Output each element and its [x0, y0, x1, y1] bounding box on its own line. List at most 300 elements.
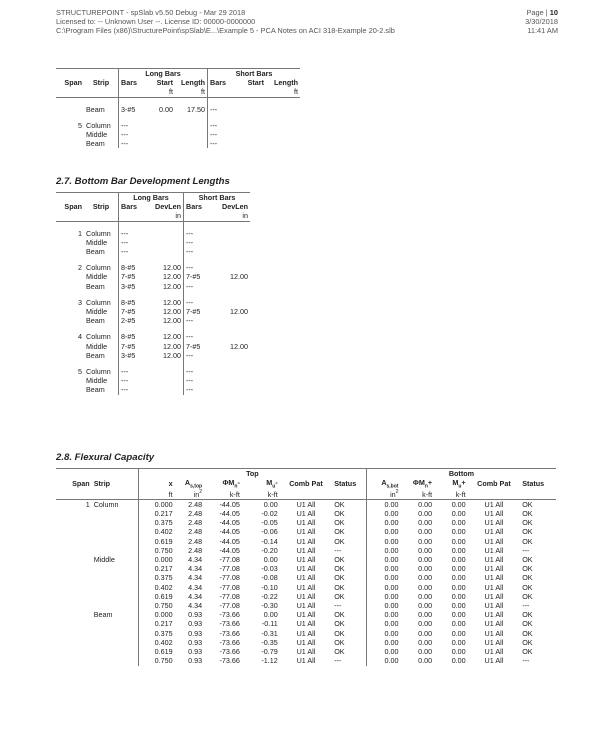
- table-cell: 12.00: [163, 350, 181, 360]
- table-cell: [56, 509, 92, 518]
- table-cell: ---: [208, 139, 237, 148]
- table-cell: -77.08: [219, 582, 240, 592]
- table-cell: U1 All: [484, 656, 504, 666]
- table-cell: 8-#5: [119, 298, 148, 307]
- table-cell: [56, 647, 92, 656]
- table-cell: [266, 121, 300, 130]
- table-cell: [212, 367, 250, 376]
- table-cell: [212, 351, 250, 360]
- table-cell: [147, 385, 184, 394]
- col-status-top: Status: [334, 479, 357, 489]
- table-cell: 0.00: [451, 527, 466, 537]
- table-cell: ---: [184, 385, 213, 394]
- table-cell: U1 All: [484, 619, 504, 629]
- table-cell: OK: [334, 509, 345, 519]
- table-row: [56, 573, 556, 582]
- table-cell: -73.66: [219, 610, 240, 620]
- table-cell: 0.00: [418, 499, 433, 509]
- table-cell: U1 All: [484, 564, 504, 574]
- table-row: [56, 592, 556, 601]
- table-cell: 0.375: [138, 629, 174, 638]
- table-cell: -1.12: [261, 656, 278, 666]
- table-cell: Beam: [93, 610, 113, 620]
- table-cell: [212, 247, 250, 256]
- table-row: [56, 298, 250, 307]
- table-cell: -0.02: [261, 509, 278, 519]
- table-cell: [56, 656, 92, 665]
- table-cell: 0.00: [366, 527, 400, 536]
- table-cell: 3: [78, 297, 82, 307]
- table-cell: ---: [119, 229, 148, 238]
- table-cell: 0.00: [451, 619, 466, 629]
- table-cell: -0.03: [261, 564, 278, 574]
- unit-as-top: $in^2$: [193, 488, 203, 499]
- col-long-bars: Bars: [119, 202, 148, 211]
- table-cell: 0.000: [138, 610, 174, 619]
- table-cell: ---: [119, 385, 148, 394]
- table-cell: 0.00: [451, 564, 466, 574]
- table-cell: 2.48: [188, 545, 203, 555]
- table-cell: 0.93: [188, 628, 203, 638]
- table-cell: [56, 518, 92, 527]
- table-cell: [92, 656, 139, 665]
- table-cell: [236, 121, 266, 130]
- table-cell: [92, 546, 139, 555]
- table-cell: [266, 130, 300, 139]
- table-cell: U1 All: [484, 536, 504, 546]
- table-cell: -0.20: [261, 545, 278, 555]
- table-cell: OK: [334, 518, 345, 528]
- unit-phimn-bot: k-ft: [422, 489, 433, 499]
- table-cell: -44.05: [219, 509, 240, 519]
- table-cell: OK: [334, 619, 345, 629]
- table-cell: 0.00: [451, 536, 466, 546]
- table-cell: [92, 601, 139, 610]
- col-long-start: Start: [156, 78, 173, 88]
- table-cell: 0.217: [138, 619, 174, 628]
- table-cell: 0.93: [188, 656, 203, 666]
- table-cell: [236, 130, 266, 139]
- table-cell: Middle: [86, 341, 108, 351]
- report-date: 3/30/2018: [525, 17, 558, 26]
- table-cell: ---: [119, 121, 148, 130]
- table-cell: U1 All: [296, 619, 316, 629]
- table-row: [56, 332, 250, 341]
- table-cell: OK: [334, 564, 345, 574]
- table-row: [56, 509, 556, 518]
- table-cell: 0.00: [366, 509, 400, 518]
- table-cell: [56, 282, 84, 291]
- table-cell: 12.00: [163, 281, 181, 291]
- table-row: [56, 121, 300, 130]
- table-cell: ---: [184, 316, 213, 325]
- table-cell: 0.217: [138, 564, 174, 573]
- table-cell: 8-#5: [119, 332, 148, 341]
- table-cell: ---: [184, 238, 213, 247]
- table-cell: 0.93: [188, 637, 203, 647]
- table-row: [56, 105, 300, 114]
- table-cell: 0.00: [366, 601, 400, 610]
- table-cell: 7-#5: [119, 272, 148, 281]
- table-cell: [56, 537, 92, 546]
- table-cell: [147, 238, 184, 247]
- table-cell: 0.00: [418, 637, 433, 647]
- table-cell: U1 All: [484, 582, 504, 592]
- table-cell: U1 All: [296, 656, 316, 666]
- table-cell: [212, 332, 250, 341]
- table-row: [56, 555, 556, 564]
- table-cell: 7-#5: [119, 342, 148, 351]
- table-cell: Column: [86, 263, 111, 273]
- table-cell: ---: [184, 282, 213, 291]
- table-cell: Middle: [86, 130, 108, 140]
- group-top: Top: [138, 469, 366, 479]
- table-cell: OK: [522, 591, 533, 601]
- table-cell: 2.48: [188, 536, 203, 546]
- table-cell: 0.00: [451, 518, 466, 528]
- table-cell: [92, 518, 139, 527]
- table-cell: ---: [208, 105, 237, 114]
- table-cell: U1 All: [484, 545, 504, 555]
- table-cell: Beam: [86, 316, 105, 326]
- table-cell: -0.08: [261, 573, 278, 583]
- table-cell: Column: [86, 120, 111, 130]
- table-cell: [56, 638, 92, 647]
- table-cell: -44.05: [219, 518, 240, 528]
- table-row: [56, 638, 556, 647]
- table-cell: ---: [208, 130, 237, 139]
- table-cell: 0.00: [418, 527, 433, 537]
- table-cell: OK: [334, 527, 345, 537]
- table-cell: 0.402: [138, 527, 174, 536]
- table-cell: OK: [522, 527, 533, 537]
- table-cell: [212, 282, 250, 291]
- table-cell: [56, 139, 84, 148]
- table-cell: ---: [119, 367, 148, 376]
- table-cell: ---: [119, 130, 148, 139]
- table-cell: 4.34: [188, 601, 203, 611]
- table-cell: 8-#5: [119, 263, 148, 272]
- table-row: [56, 130, 300, 139]
- table-cell: U1 All: [296, 509, 316, 519]
- table-cell: -73.66: [219, 637, 240, 647]
- table-cell: 7-#5: [119, 307, 148, 316]
- table-cell: 12.00: [163, 307, 181, 317]
- table-cell: 0.00: [366, 619, 400, 628]
- group-short-bars: Short Bars: [184, 193, 251, 203]
- table-cell: 12.00: [230, 341, 248, 351]
- table-cell: 3-#5: [119, 105, 148, 114]
- table-cell: [56, 351, 84, 360]
- table-cell: -44.05: [219, 536, 240, 546]
- table-cell: 12.00: [230, 272, 248, 282]
- table-cell: [56, 619, 92, 628]
- table-cell: 0.00: [451, 601, 466, 611]
- table-row: [56, 247, 250, 256]
- table-cell: -73.66: [219, 647, 240, 657]
- table-row: [56, 629, 556, 638]
- table-cell: U1 All: [296, 573, 316, 583]
- table-cell: OK: [522, 499, 533, 509]
- unit-phimn-top: k-ft: [229, 489, 240, 499]
- section-title-flexural-capacity: 2.8. Flexural Capacity: [56, 452, 155, 463]
- table-row: [56, 518, 556, 527]
- table-cell: ---: [119, 376, 148, 385]
- table-cell: [175, 130, 208, 139]
- col-comb-pat-bot: Comb Pat: [477, 479, 511, 489]
- flexural-capacity-table: [56, 468, 556, 666]
- col-short-bars: Bars: [208, 78, 237, 87]
- table-cell: OK: [522, 555, 533, 565]
- table-cell: -0.05: [261, 518, 278, 528]
- table-cell: U1 All: [296, 545, 316, 555]
- table-cell: [56, 546, 92, 555]
- table-cell: ---: [522, 601, 530, 611]
- table-cell: -73.66: [219, 656, 240, 666]
- table-cell: OK: [522, 536, 533, 546]
- group-long-bars: Long Bars: [119, 69, 208, 79]
- table-cell: [147, 247, 184, 256]
- table-cell: ---: [522, 656, 530, 666]
- table-cell: U1 All: [484, 647, 504, 657]
- table-cell: [147, 229, 184, 238]
- table-cell: 5: [78, 120, 82, 130]
- table-cell: 0.619: [138, 647, 174, 656]
- table-cell: ---: [184, 298, 213, 307]
- table-cell: [92, 509, 139, 518]
- table-cell: [56, 342, 84, 351]
- table-cell: -44.05: [219, 527, 240, 537]
- table-cell: Beam: [86, 281, 105, 291]
- table-cell: 0.00: [451, 555, 466, 565]
- table-cell: Middle: [86, 376, 108, 386]
- table-cell: 0.00: [159, 104, 173, 114]
- table-cell: ---: [334, 601, 342, 611]
- table-cell: 0.00: [451, 656, 466, 666]
- table-cell: 4: [78, 332, 82, 342]
- table-row: [56, 307, 250, 316]
- table-cell: [212, 376, 250, 385]
- table-cell: U1 All: [296, 518, 316, 528]
- table-cell: OK: [334, 555, 345, 565]
- table-cell: [56, 629, 92, 638]
- table-row: [56, 527, 556, 536]
- table-cell: 5: [78, 367, 82, 377]
- table-cell: [56, 592, 92, 601]
- table-cell: OK: [522, 509, 533, 519]
- table-cell: OK: [522, 619, 533, 629]
- table-cell: 0.00: [418, 545, 433, 555]
- table-cell: -0.14: [261, 536, 278, 546]
- table-cell: ---: [184, 367, 213, 376]
- table-cell: ---: [184, 247, 213, 256]
- table-row: [56, 351, 250, 360]
- table-cell: OK: [522, 564, 533, 574]
- table-cell: 3-#5: [119, 351, 148, 360]
- col-strip: Strip: [93, 479, 111, 489]
- table-cell: 0.00: [418, 518, 433, 528]
- table-cell: 0.00: [366, 564, 400, 573]
- table-cell: Beam: [86, 247, 105, 257]
- table-cell: [175, 139, 208, 148]
- table-cell: -73.66: [219, 619, 240, 629]
- table-cell: [147, 139, 175, 148]
- table-cell: U1 All: [484, 573, 504, 583]
- table-cell: Column: [86, 367, 111, 377]
- table-cell: U1 All: [296, 499, 316, 509]
- table-cell: 1: [85, 499, 90, 509]
- table-cell: [92, 619, 139, 628]
- table-cell: U1 All: [296, 610, 316, 620]
- table-cell: 0.375: [138, 573, 174, 582]
- table-cell: U1 All: [296, 555, 316, 565]
- table-cell: [56, 105, 84, 114]
- col-status-bot: Status: [522, 479, 545, 489]
- unit-ft: ft: [169, 87, 173, 97]
- table-cell: 0.00: [366, 499, 400, 509]
- table-cell: 0.00: [366, 546, 400, 555]
- table-cell: 0.00: [263, 499, 278, 509]
- table-cell: U1 All: [296, 564, 316, 574]
- table-cell: [212, 238, 250, 247]
- table-cell: U1 All: [484, 591, 504, 601]
- table-cell: Column: [86, 332, 111, 342]
- table-cell: -44.05: [219, 499, 240, 509]
- table-cell: U1 All: [296, 536, 316, 546]
- table-cell: 0.00: [366, 638, 400, 647]
- col-mu-bot: $M_u+$: [452, 478, 466, 490]
- table-cell: [56, 272, 84, 281]
- table-cell: ---: [522, 545, 530, 555]
- table-cell: Column: [93, 499, 119, 509]
- table-cell: OK: [334, 647, 345, 657]
- table-cell: OK: [334, 610, 345, 620]
- report-time: 11:41 AM: [527, 26, 558, 35]
- table-row: [56, 316, 250, 325]
- col-long-bars: Bars: [119, 78, 148, 87]
- table-row: [56, 139, 300, 148]
- table-cell: U1 All: [296, 591, 316, 601]
- table-cell: ---: [119, 238, 148, 247]
- table-cell: ---: [184, 376, 213, 385]
- table-row: [56, 546, 556, 555]
- table-cell: U1 All: [484, 601, 504, 611]
- table-cell: [92, 592, 139, 601]
- table-cell: 0.619: [138, 537, 174, 546]
- table-cell: 0.619: [138, 592, 174, 601]
- table-cell: 12.00: [163, 332, 181, 342]
- table-cell: 0.00: [366, 573, 400, 582]
- col-x: x: [138, 478, 174, 489]
- top-bar-table-continued: [56, 68, 300, 148]
- table-cell: -77.08: [219, 591, 240, 601]
- table-cell: Beam: [86, 104, 105, 114]
- table-cell: 12.00: [163, 316, 181, 326]
- table-cell: ---: [184, 263, 213, 272]
- table-cell: 0.00: [451, 628, 466, 638]
- table-cell: [147, 367, 184, 376]
- table-cell: 0.402: [138, 583, 174, 592]
- table-cell: 0.93: [188, 619, 203, 629]
- table-cell: Column: [86, 297, 111, 307]
- table-cell: ---: [334, 545, 342, 555]
- section-title-bottom-dev-lengths: 2.7. Bottom Bar Development Lengths: [56, 176, 230, 187]
- table-cell: 0.00: [418, 564, 433, 574]
- table-cell: [56, 247, 84, 256]
- col-short-devlen: DevLen: [222, 202, 248, 212]
- unit-mu-bot: k-ft: [455, 489, 466, 499]
- table-cell: 0.00: [418, 536, 433, 546]
- table-cell: [56, 238, 84, 247]
- table-cell: 0.000: [138, 555, 174, 564]
- table-cell: U1 All: [296, 582, 316, 592]
- table-row: [56, 656, 556, 665]
- table-cell: 0.00: [418, 610, 433, 620]
- table-cell: 0.00: [366, 583, 400, 592]
- col-short-start: Start: [247, 78, 264, 88]
- table-row: [56, 376, 250, 385]
- table-cell: OK: [522, 610, 533, 620]
- table-cell: ---: [208, 121, 237, 130]
- table-cell: ---: [119, 247, 148, 256]
- table-cell: 0.00: [263, 610, 278, 620]
- unit-x: ft: [138, 490, 174, 500]
- table-cell: 0.375: [138, 518, 174, 527]
- table-cell: 7-#5: [184, 272, 213, 281]
- group-bottom: Bottom: [366, 469, 556, 479]
- table-cell: U1 All: [484, 499, 504, 509]
- table-cell: [56, 555, 92, 564]
- table-cell: OK: [522, 637, 533, 647]
- table-cell: -0.35: [261, 637, 278, 647]
- unit-ft: ft: [294, 87, 298, 97]
- table-cell: 2-#5: [119, 316, 148, 325]
- table-cell: [266, 105, 300, 114]
- table-cell: 4.34: [188, 582, 203, 592]
- table-cell: 2: [78, 263, 82, 273]
- table-cell: 2.48: [188, 499, 203, 509]
- col-strip: Strip: [92, 202, 110, 212]
- col-span: Span: [72, 479, 90, 489]
- table-cell: 0.00: [418, 647, 433, 657]
- table-cell: U1 All: [296, 637, 316, 647]
- table-cell: 2.48: [188, 527, 203, 537]
- table-cell: 0.00: [366, 537, 400, 546]
- header-license-line: Licensed to: -- Unknown User --. License ID: 00000-0000000: [56, 17, 256, 26]
- table-cell: -0.06: [261, 527, 278, 537]
- table-cell: U1 All: [484, 555, 504, 565]
- table-cell: OK: [334, 637, 345, 647]
- table-row: [56, 601, 556, 610]
- table-cell: 0.217: [138, 509, 174, 518]
- unit-mu-top: k-ft: [267, 489, 278, 499]
- col-long-devlen: DevLen: [155, 202, 181, 212]
- table-cell: 0.00: [418, 555, 433, 565]
- table-row: [56, 564, 556, 573]
- unit-as-bot: $in^2$: [366, 490, 400, 500]
- unit-in: in: [242, 211, 248, 221]
- table-cell: 4.34: [188, 573, 203, 583]
- table-row: [56, 367, 250, 376]
- group-short-bars: Short Bars: [208, 69, 301, 79]
- table-row: [56, 282, 250, 291]
- table-cell: -77.08: [219, 601, 240, 611]
- table-cell: OK: [522, 518, 533, 528]
- table-cell: [56, 610, 92, 619]
- table-cell: [236, 139, 266, 148]
- bottom-dev-length-table: [56, 192, 250, 395]
- table-cell: [56, 385, 84, 394]
